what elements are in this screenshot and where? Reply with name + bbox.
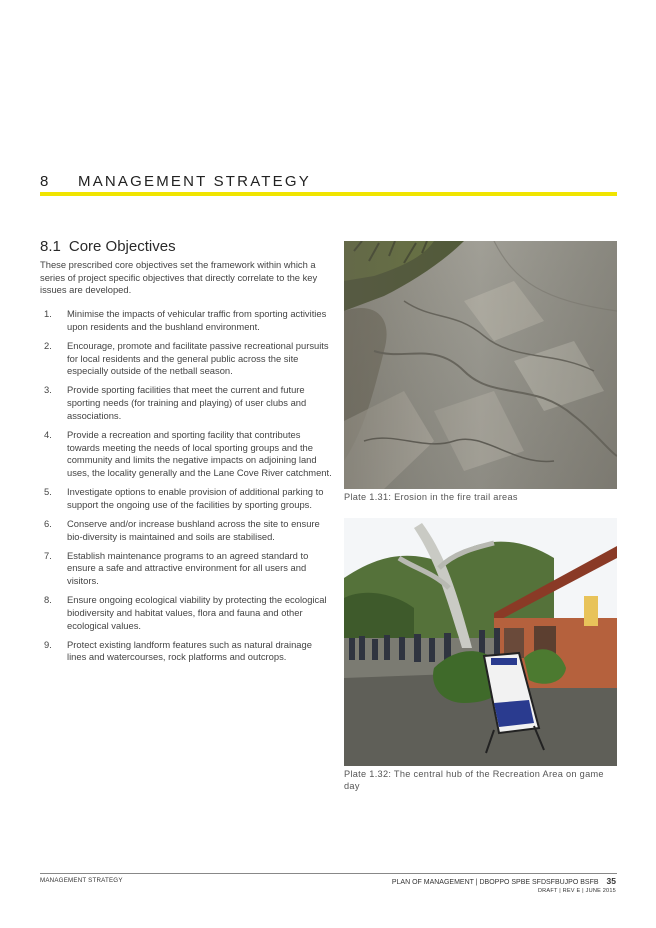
item-number: 1.	[44, 308, 52, 319]
footer-rule	[40, 873, 617, 874]
chapter-number: 8	[40, 173, 51, 190]
footer-draft-label: DRAFT | REV E | JUNE 2015	[537, 888, 616, 894]
item-text: Conserve and/or increase bushland across the site to ensure bio-diversity is maintained and soils are stabilised.	[67, 517, 320, 542]
list-item	[40, 594, 332, 632]
plate-photo-erosion	[344, 241, 617, 489]
item-number: 3.	[44, 384, 52, 396]
item-text: Establish maintenance programs to an agreed standard to ensure a safe and attractive environment for all users and visitors.	[67, 549, 309, 586]
list-item	[40, 308, 332, 333]
section-title: Core Objectives	[68, 238, 176, 255]
intro-paragraph: These prescribed core objectives set the framework within which a series of project specific objectives that directly correlate to the key issues are developed.	[40, 259, 318, 296]
item-text: Investigate options to enable provision of additional parking to support the ongoing use of the facilities by sporting groups.	[67, 486, 324, 510]
list-item	[40, 429, 332, 480]
list-item	[40, 384, 332, 422]
item-text: Provide sporting facilities that meet the current and future sporting needs (for training and playing) of user clubs and associations.	[67, 384, 307, 421]
plate-photo-central-hub	[344, 518, 617, 766]
section-heading	[40, 238, 176, 255]
item-number: 6.	[44, 517, 52, 529]
item-number: 2.	[44, 339, 52, 351]
chapter-title: MANAGEMENT STRATEGY	[78, 173, 311, 190]
item-text: Ensure ongoing ecological viability by protecting the ecological biodiversity and habitat values, flora and fauna and other ecological values.	[67, 594, 327, 631]
plate-caption-erosion: Plate 1.31: Erosion in the fire trail areas	[344, 492, 518, 502]
page-number: 35	[606, 876, 616, 886]
list-item	[40, 639, 332, 664]
item-text: Encourage, promote and facilitate passive recreational pursuits for local residents and the general public across the site especially outside of the netball season.	[67, 339, 329, 377]
list-item	[40, 340, 332, 378]
objectives-list	[40, 308, 332, 670]
erosion-image	[344, 241, 617, 489]
chapter-rule	[40, 192, 617, 196]
item-text: Minimise the impacts of vehicular traffic from sporting activities upon residents and the bushland environment.	[67, 308, 327, 332]
item-number: 8.	[44, 594, 52, 606]
footer-document-title: PLAN OF MANAGEMENT | DBOPPO SPBE SFDSFBUJPO BSFB	[391, 879, 599, 886]
list-item	[40, 550, 332, 588]
item-text: Protect existing landform features such as natural drainage lines and watercourses, rock platforms and outcrops.	[67, 638, 312, 663]
list-item	[40, 518, 332, 543]
item-number: 5.	[44, 486, 52, 497]
footer-document-info	[392, 876, 616, 894]
item-text: Provide a recreation and sporting facility that contributes towards meeting the needs of local sporting groups and the community and limits the negative impacts on adjoining land uses, the locality generally and the Lane Cove River catchment.	[67, 428, 332, 478]
chapter-heading	[40, 173, 616, 190]
item-number: 7.	[44, 549, 52, 561]
item-number: 4.	[44, 428, 52, 440]
item-number: 9.	[44, 638, 52, 650]
section-number: 8.1	[40, 238, 61, 255]
plate-caption-central-hub: Plate 1.32: The central hub of the Recreation Area on game day	[344, 769, 604, 791]
central-hub-image	[344, 518, 617, 766]
footer-section-label: MANAGEMENT STRATEGY	[40, 877, 123, 884]
list-item	[40, 486, 332, 511]
